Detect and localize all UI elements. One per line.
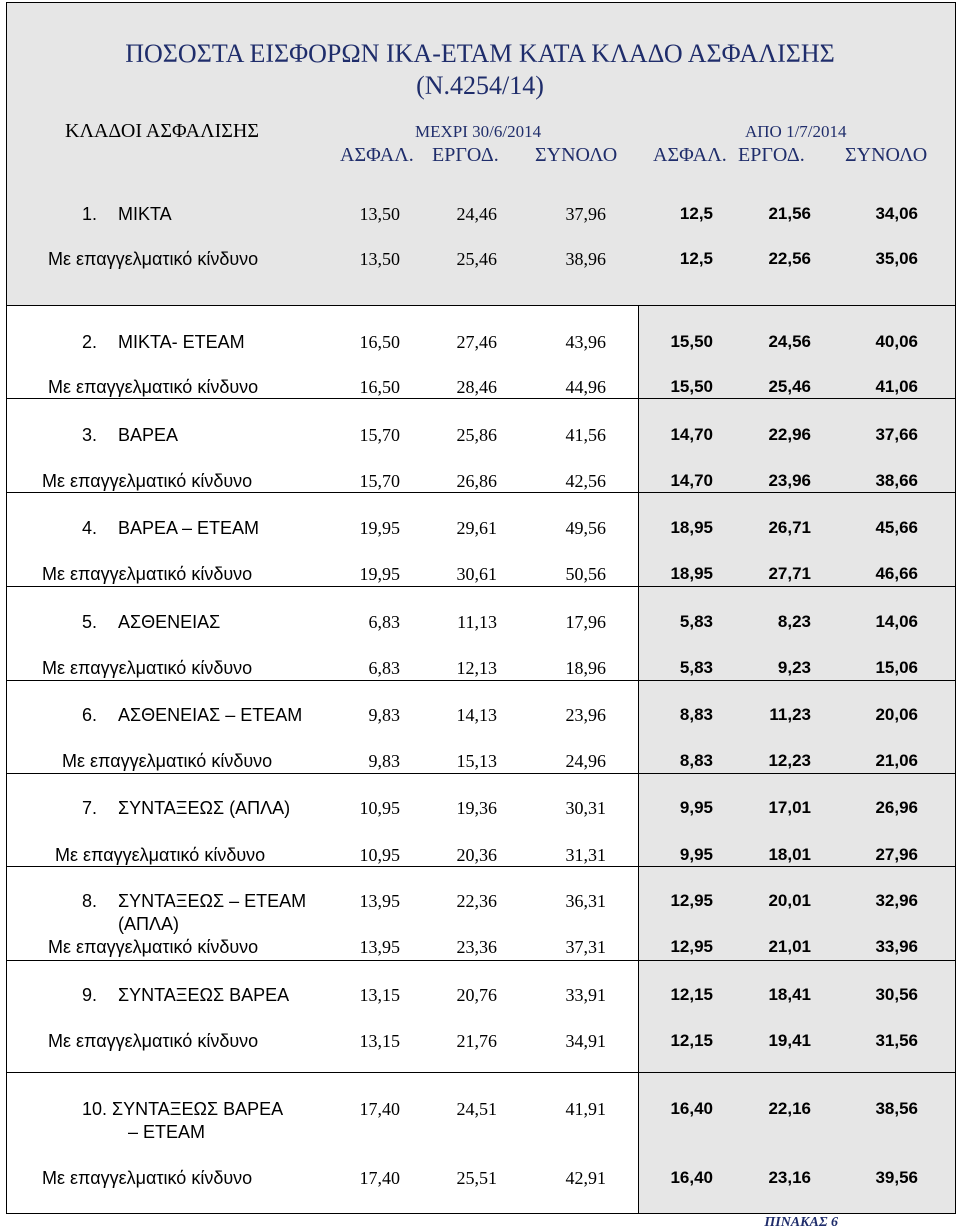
header-sub-employer1: ΕΡΓΟΔ. [432, 144, 499, 166]
cell-value: 21,01 [768, 937, 811, 956]
cell-value: 12,5 [679, 249, 713, 268]
cell-value: 22,96 [768, 425, 811, 444]
cell-value: 27,96 [875, 845, 918, 864]
cell-value: 41,56 [565, 425, 606, 445]
cell-value: 22,56 [768, 249, 811, 268]
cell-value: 24,46 [456, 204, 497, 224]
cell-value: 30,61 [456, 564, 497, 584]
row-number: 2. [82, 332, 98, 352]
row-divider [6, 586, 956, 587]
cell-value: 21,56 [768, 204, 811, 223]
cell-value: 25,51 [456, 1168, 497, 1188]
row-label-risk: Με επαγγελματικό κίνδυνο [42, 564, 253, 584]
cell-value: 33,91 [565, 985, 606, 1005]
row-number: 6. [82, 705, 98, 725]
row-label: ΑΣΘΕΝΕΙΑΣ – ΕΤΕΑΜ [118, 705, 303, 725]
cell-value: 8,83 [679, 705, 713, 724]
row-label-risk: Με επαγγελματικό κίνδυνο [48, 249, 259, 269]
row-label-risk: Με επαγγελματικό κίνδυνο [55, 845, 266, 865]
cell-value: 24,51 [456, 1099, 497, 1119]
column-divider [955, 305, 956, 1213]
cell-value: 23,96 [768, 471, 811, 490]
cell-value: 6,83 [368, 612, 400, 632]
cell-value: 30,31 [565, 798, 606, 818]
cell-value: 13,50 [359, 249, 400, 269]
cell-value: 9,83 [368, 751, 400, 771]
cell-value: 42,91 [565, 1168, 606, 1188]
cell-value: 12,23 [768, 751, 811, 770]
cell-value: 43,96 [565, 332, 606, 352]
row-number: 4. [82, 518, 98, 538]
cell-value: 17,96 [565, 612, 606, 632]
row-number: 5. [82, 612, 98, 632]
cell-value: 32,96 [875, 891, 918, 910]
cell-value: 20,01 [768, 891, 811, 910]
cell-value: 20,36 [456, 845, 497, 865]
table-footer-label: ΠΙΝΑΚΑΣ 6 [764, 1215, 838, 1230]
cell-value: 18,96 [565, 658, 606, 678]
cell-value: 9,95 [679, 798, 713, 817]
cell-value: 22,16 [768, 1099, 811, 1118]
cell-value: 21,76 [456, 1031, 497, 1051]
row-number: 10. [82, 1099, 108, 1119]
cell-value: 34,06 [875, 204, 918, 223]
cell-value: 15,50 [670, 377, 713, 396]
header-sub-employer2: ΕΡΓΟΔ. [738, 144, 805, 166]
row-label: ΣΥΝΤΑΞΕΩΣ (ΑΠΛΑ) [118, 798, 291, 818]
row-number: 3. [82, 425, 98, 445]
cell-value: 8,83 [679, 751, 713, 770]
row-label-risk: Με επαγγελματικό κίνδυνο [48, 377, 259, 397]
cell-value: 26,86 [456, 471, 497, 491]
cell-value: 44,96 [565, 377, 606, 397]
cell-value: 19,41 [768, 1031, 811, 1050]
header-sub-insured1: ΑΣΦΑΛ. [340, 144, 414, 166]
cell-value: 24,96 [565, 751, 606, 771]
cell-value: 41,06 [875, 377, 918, 396]
header-sub-total2: ΣΥΝΟΛΟ [845, 144, 928, 166]
cell-value: 24,56 [768, 332, 811, 351]
cell-value: 35,06 [875, 249, 918, 268]
cell-value: 25,46 [768, 377, 811, 396]
row-label: ΒΑΡΕΑ – ΕΤΕΑΜ [118, 518, 260, 538]
cell-value: 9,95 [679, 845, 713, 864]
row-divider [6, 866, 956, 867]
cell-value: 39,56 [875, 1168, 918, 1187]
cell-value: 29,61 [456, 518, 497, 538]
cell-value: 41,91 [565, 1099, 606, 1119]
cell-value: 36,31 [565, 891, 606, 911]
row-divider [6, 680, 956, 681]
cell-value: 10,95 [359, 798, 400, 818]
cell-value: 5,83 [679, 658, 713, 677]
cell-value: 16,50 [359, 377, 400, 397]
row-divider [6, 492, 956, 493]
cell-value: 15,13 [456, 751, 497, 771]
cell-value: 37,96 [565, 204, 606, 224]
row-label-risk: Με επαγγελματικό κίνδυνο [62, 751, 273, 771]
page-title: ΠΟΣΟΣΤΑ ΕΙΣΦΟΡΩΝ ΙΚΑ-ΕΤΑΜ ΚΑΤΑ ΚΛΑΔΟ ΑΣΦΑΛΙΣΗΣ [125, 39, 835, 68]
cell-value: 10,95 [359, 845, 400, 865]
cell-value: 12,95 [670, 891, 713, 910]
row-label-risk: Με επαγγελματικό κίνδυνο [42, 471, 253, 491]
cell-value: 33,96 [875, 937, 918, 956]
page-subtitle: (Ν.4254/14) [416, 71, 544, 100]
cell-value: 49,56 [565, 518, 606, 538]
row-number: 1. [82, 204, 98, 224]
cell-value: 13,15 [359, 1031, 400, 1051]
cell-value: 28,46 [456, 377, 497, 397]
cell-value: 21,06 [875, 751, 918, 770]
cell-value: 25,86 [456, 425, 497, 445]
cell-value: 11,13 [457, 612, 497, 632]
row-divider [6, 960, 956, 961]
cell-value: 42,56 [565, 471, 606, 491]
row-number: 9. [82, 985, 98, 1005]
cell-value: 20,06 [875, 705, 918, 724]
cell-value: 27,71 [768, 564, 811, 583]
cell-value: 16,40 [670, 1168, 713, 1187]
cell-value: 25,46 [456, 249, 497, 269]
cell-value: 14,13 [456, 705, 497, 725]
row-label: ΜΙΚΤΑ [118, 204, 172, 224]
cell-value: 14,06 [875, 612, 918, 631]
header-period2: ΑΠΟ 1/7/2014 [745, 122, 847, 141]
row-label-risk: Με επαγγελματικό κίνδυνο [42, 658, 253, 678]
row-divider [6, 1072, 956, 1073]
row-label: ΣΥΝΤΑΞΕΩΣ ΒΑΡΕΑ [112, 1099, 284, 1119]
row-label-continuation: (ΑΠΛΑ) [118, 914, 180, 934]
row-divider [6, 398, 956, 399]
cell-value: 19,95 [359, 564, 400, 584]
cell-value: 15,50 [670, 332, 713, 351]
cell-value: 12,13 [456, 658, 497, 678]
cell-value: 13,95 [359, 891, 400, 911]
cell-value: 14,70 [670, 425, 713, 444]
cell-value: 12,5 [679, 204, 713, 223]
cell-value: 13,95 [359, 937, 400, 957]
cell-value: 23,36 [456, 937, 497, 957]
cell-value: 27,46 [456, 332, 497, 352]
row-divider [6, 305, 956, 306]
cell-value: 11,23 [769, 705, 811, 724]
column-divider [638, 305, 639, 1213]
cell-value: 9,23 [777, 658, 811, 677]
cell-value: 13,50 [359, 204, 400, 224]
cell-value: 12,95 [670, 937, 713, 956]
row-label: ΑΣΘΕΝΕΙΑΣ [118, 612, 221, 632]
row-label-continuation: – ΕΤΕΑΜ [128, 1122, 206, 1142]
row-label: ΒΑΡΕΑ [118, 425, 179, 445]
cell-value: 20,76 [456, 985, 497, 1005]
cell-value: 12,15 [670, 985, 713, 1004]
cell-value: 6,83 [368, 658, 400, 678]
cell-value: 50,56 [565, 564, 606, 584]
row-label: ΜΙΚΤΑ- ΕΤΕΑΜ [118, 332, 245, 352]
row-label-risk: Με επαγγελματικό κίνδυνο [48, 1031, 259, 1051]
cell-value: 23,96 [565, 705, 606, 725]
header-sub-insured2: ΑΣΦΑΛ. [653, 144, 727, 166]
cell-value: 40,06 [875, 332, 918, 351]
cell-value: 26,71 [768, 518, 811, 537]
cell-value: 17,40 [359, 1099, 400, 1119]
cell-value: 18,01 [768, 845, 811, 864]
row-label-risk: Με επαγγελματικό κίνδυνο [48, 937, 259, 957]
cell-value: 12,15 [670, 1031, 713, 1050]
cell-value: 34,91 [565, 1031, 606, 1051]
cell-value: 37,31 [565, 937, 606, 957]
cell-value: 18,95 [670, 564, 713, 583]
cell-value: 37,66 [875, 425, 918, 444]
cell-value: 19,36 [456, 798, 497, 818]
cell-value: 17,40 [359, 1168, 400, 1188]
cell-value: 5,83 [679, 612, 713, 631]
row-label: ΣΥΝΤΑΞΕΩΣ – ΕΤΕΑΜ [118, 891, 307, 911]
cell-value: 16,40 [670, 1099, 713, 1118]
header-period1: ΜΕΧΡΙ 30/6/2014 [415, 122, 542, 141]
row-divider [6, 773, 956, 774]
cell-value: 15,06 [875, 658, 918, 677]
cell-value: 15,70 [359, 471, 400, 491]
cell-value: 16,50 [359, 332, 400, 352]
cell-value: 23,16 [768, 1168, 811, 1187]
cell-value: 31,56 [875, 1031, 918, 1050]
row-label: ΣΥΝΤΑΞΕΩΣ ΒΑΡΕΑ [118, 985, 290, 1005]
cell-value: 13,15 [359, 985, 400, 1005]
cell-value: 38,96 [565, 249, 606, 269]
cell-value: 46,66 [875, 564, 918, 583]
cell-value: 31,31 [565, 845, 606, 865]
cell-value: 38,56 [875, 1099, 918, 1118]
row-label-risk: Με επαγγελματικό κίνδυνο [42, 1168, 253, 1188]
cell-value: 18,95 [670, 518, 713, 537]
header-branch: ΚΛΑΔΟΙ ΑΣΦΑΛΙΣΗΣ [65, 120, 259, 142]
cell-value: 22,36 [456, 891, 497, 911]
cell-value: 30,56 [875, 985, 918, 1004]
row-number: 8. [82, 891, 98, 911]
cell-value: 38,66 [875, 471, 918, 490]
cell-value: 8,23 [777, 612, 811, 631]
cell-value: 9,83 [368, 705, 400, 725]
cell-value: 14,70 [670, 471, 713, 490]
header-sub-total1: ΣΥΝΟΛΟ [535, 144, 618, 166]
cell-value: 26,96 [875, 798, 918, 817]
cell-value: 15,70 [359, 425, 400, 445]
cell-value: 18,41 [768, 985, 811, 1004]
cell-value: 19,95 [359, 518, 400, 538]
row-number: 7. [82, 798, 98, 818]
cell-value: 45,66 [875, 518, 918, 537]
cell-value: 17,01 [768, 798, 811, 817]
